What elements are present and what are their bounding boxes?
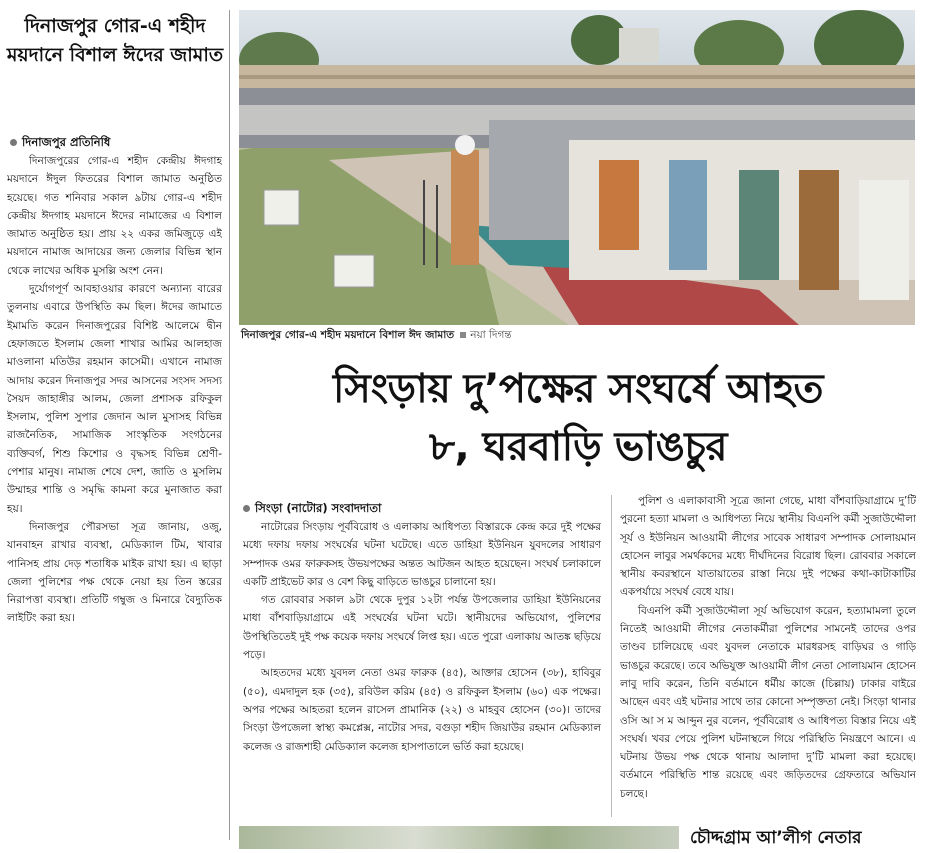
eid-congregation-photo[interactable] <box>239 10 915 325</box>
square-bullet-icon <box>460 332 466 338</box>
main-story-headline[interactable] <box>238 360 918 476</box>
article-column-divider <box>611 495 612 817</box>
photo-illustration <box>239 10 915 325</box>
left-byline-text: দিনাজপুর প্রতিনিধি <box>22 135 111 149</box>
main-story-column-1 <box>243 518 601 818</box>
column-divider <box>229 10 230 840</box>
photo-caption <box>241 328 913 345</box>
main-story-byline <box>243 500 603 519</box>
bottom-story-photo[interactable] <box>239 826 679 849</box>
left-story-headline[interactable]: দিনাজপুর গোর-এ শহীদ ময়দানে বিশাল ঈদের জামাত <box>6 15 224 66</box>
left-story-body <box>7 152 222 838</box>
bullet-icon <box>243 505 250 512</box>
caption-text: দিনাজপুর গোর-এ শহীদ ময়দানে বিশাল ঈদ জামাত <box>241 329 455 341</box>
article-paragraph: নাটোরের সিংড়ায় পূর্ববিরোধ ও এলাকায় আধিপত্য বিস্তারকে কেন্দ্র করে দুই পক্ষের মধ্যে দফায় দফায় সংঘর্ষের ঘটনা ঘটেছে। এতে ডাহিয়া ইউনিয়ন যুবদলের সাধারণ সম্পাদক ওমর ফারুকসহ উভয়পক্ষের অন্তত আটজন আহত হয়েছেন। সংঘর্ষ চলাকালে একটি প্রাইভেট কার ও বেশ কিছু বাড়িতে ভাঙচুর চালানো হয়। <box>243 521 601 588</box>
main-byline-text: সিংড়া (নাটোর) সংবাদদাতা <box>255 501 382 515</box>
left-story-byline <box>10 134 224 153</box>
headline-line-2: ৮, ঘরবাড়ি ভাঙচুর <box>429 424 727 470</box>
main-story-column-2 <box>620 492 916 818</box>
article-paragraph: আহতদের মধ্যে যুবদল নেতা ওমর ফারুক (৪৫), আক্তার হোসেন (৩৮), হাবিবুর (৫০), এমদাদুল হক (৩৫), রবিউল করিম (৪৫) ও রফিকুল ইসলাম (৬০) এক পক্ষের। অপর পক্ষের আহতরা হলেন রাসেল প্রামানিক (২২) ও মাহবুব হোসেন (৩০)। তাদের সিংড়া উপজেলা স্বাস্থ্য কমপ্লেক্স, নাটোর সদর, বগুড়া শহীদ জিয়াউর রহমান মেডিক্যাল কলেজ ও রাজশাহী মেডিক্যাল কলেজ হাসপাতালে ভর্তি করা হয়েছে। <box>243 667 601 753</box>
headline-line-1: সিংড়ায় দু’পক্ষের সংঘর্ষে আহত <box>332 366 824 412</box>
left-paragraph: দিনাজপুর পৌরসভা সূত্র জানায়, ওজু, যানবাহন রাখার ব্যবস্থা, মেডিক্যাল টিম, খাবার পানিসহ প্রায় দেড় শতাধিক মাইক রাখা হয়। এ ছাড়া জেলা পুলিশের পক্ষ থেকে নেয়া হয় তিন স্তরের নিরাপত্তা ব্যবস্থা। প্রতিটি গম্বুজ ও মিনারে বৈদ্যুতিক লাইটিং করা হয়। <box>7 520 222 625</box>
bullet-icon <box>10 139 17 146</box>
left-paragraph: দুর্যোগপূর্ণ আবহাওয়ার কারণে অন্যান্য বারের তুলনায় এবারে উপস্থিতি কম ছিল। ঈদের জামাতে ইমামতি করেন দিনাজপুরের বিশিষ্ট আলেমে দ্বীন হেফাজতে ইসলাম জেলা শাখার আমির আলহাজ মাওলানা মতিউর রহমান কাসেমী। এখানে নামাজ আদায় করেন দিনাজপুর সদর আসনের সংসদ সদস্য সৈয়দ জাহাঙ্গীর আলম, জেলা প্রশাসক রফিকুল ইসলাম, পুলিশ সুপার জেদান আল মুসাসহ বিভিন্ন রাজনৈতিক, সামাজিক সাংস্কৃতিক সংগঠনের ব্যক্তিবর্গ, শিশু কিশোর ও বৃদ্ধসহ বিভিন্ন শ্রেণী-পেশার মানুষ। নামাজ শেষে দেশ, জাতি ও মুসলিম উম্মাহর শান্তি ও সমৃদ্ধি কামনা করে মুনাজাত করা হয়। <box>7 283 222 515</box>
left-paragraph: দিনাজপুরের গোর-এ শহীদ কেন্দ্রীয় ঈদগাহ ময়দানে ঈদুল ফিতরের বিশাল জামাত অনুষ্ঠিত হয়েছে। গত শনিবার সকাল ৯টায় গোর-এ শহীদ কেন্দ্রীয় ঈদগাহ ময়দানে ঈদের নামাজের এ বিশাল জামাত অনুষ্ঠিত হয়। প্রায় ২২ একর জমিজুড়ে এই ময়দানে নামাজ আদায়ের জন্য জেলার বিভিন্ন স্থান থেকে লাখের অধিক মুসল্লি অংশ নেন। <box>7 155 222 277</box>
bottom-story-headline[interactable]: চৌদ্দগ্রাম আ’লীগ নেতার <box>690 828 862 848</box>
article-paragraph: গত রোববার সকাল ৯টা থেকে দুপুর ১২টা পর্যন্ত উপজেলার ডাহিয়া ইউনিয়নের মাধা বাঁশবাড়িয়াগ্রামে এই সংঘর্ষের ঘটনা ঘটে। স্থানীয়দের অভিযোগ, পুলিশের উপস্থিতিতেই দুই পক্ষ কয়েক দফায় সংঘর্ষে লিপ্ত হয়। এতে পুরো এলাকায় আতঙ্ক ছড়িয়ে পড়ে। <box>243 594 601 662</box>
article-paragraph: পুলিশ ও এলাকাবাসী সূত্রে জানা গেছে, মাধা বাঁশবাড়িয়াগ্রামে দু’টি পুরনো হত্যা মামলা ও আধিপত্য নিয়ে স্থানীয় বিএনপি কর্মী সুজাউদ্দৌলা সূর্য ও ইউনিয়ন আওয়ামী লীগের সাবেক সাধারণ সম্পাদক সোলায়মান হোসেন লাবুর সমর্থকদের মধ্যে দীর্ঘদিনের বিরোধ ছিল। রোববার সকালে স্থানীয় কবরস্থানে যাতায়াতের রাস্তা নিয়ে দুই পক্ষের কথা-কাটাকাটির একপর্যায়ে সংঘর্ষ বেধে যায়। <box>620 495 916 599</box>
photo-credit: নয়া দিগন্ত <box>470 329 512 341</box>
article-paragraph: বিএনপি কর্মী সুজাউদ্দৌলা সূর্য অভিযোগ করেন, হত্যামামলা তুলে নিতেই আওয়ামী লীগের নেতাকর্মীরা পুলিশের সামনেই তাদের ওপর তাণ্ডব চালিয়েছে এবং যুবদল নেতাকে মারধরসহ বাড়িঘর ও গাড়ি ভাঙচুর করেছে। তবে অভিযুক্ত আওয়ামী লীগ নেতা সোলায়মান হোসেন লাবু দাবি করেন, তিনি বর্তমানে ধর্মীয় কাজে (চিল্লায়) ঢাকার বাইরে আছেন এবং এই ঘটনার সাথে তার কোনো সম্পৃক্ততা নেই। সিংড়া থানার ওসি আ স ম আব্দুন নুর বলেন, পূর্ববিরোধ ও আধিপত্য বিস্তার নিয়ে এই সংঘর্ষ। খবর পেয়ে পুলিশ ঘটনাস্থলে গিয়ে পরিস্থিতি নিয়ন্ত্রণে আনে। এ ঘটনায় উভয় পক্ষ থেকে থানায় আলাদা দু’টি মামলা করা হয়েছে। বর্তমানে পরিস্থিতি শান্ত রয়েছে এবং জড়িতদের গ্রেফতারে অভিযান চলছে। <box>620 604 916 800</box>
